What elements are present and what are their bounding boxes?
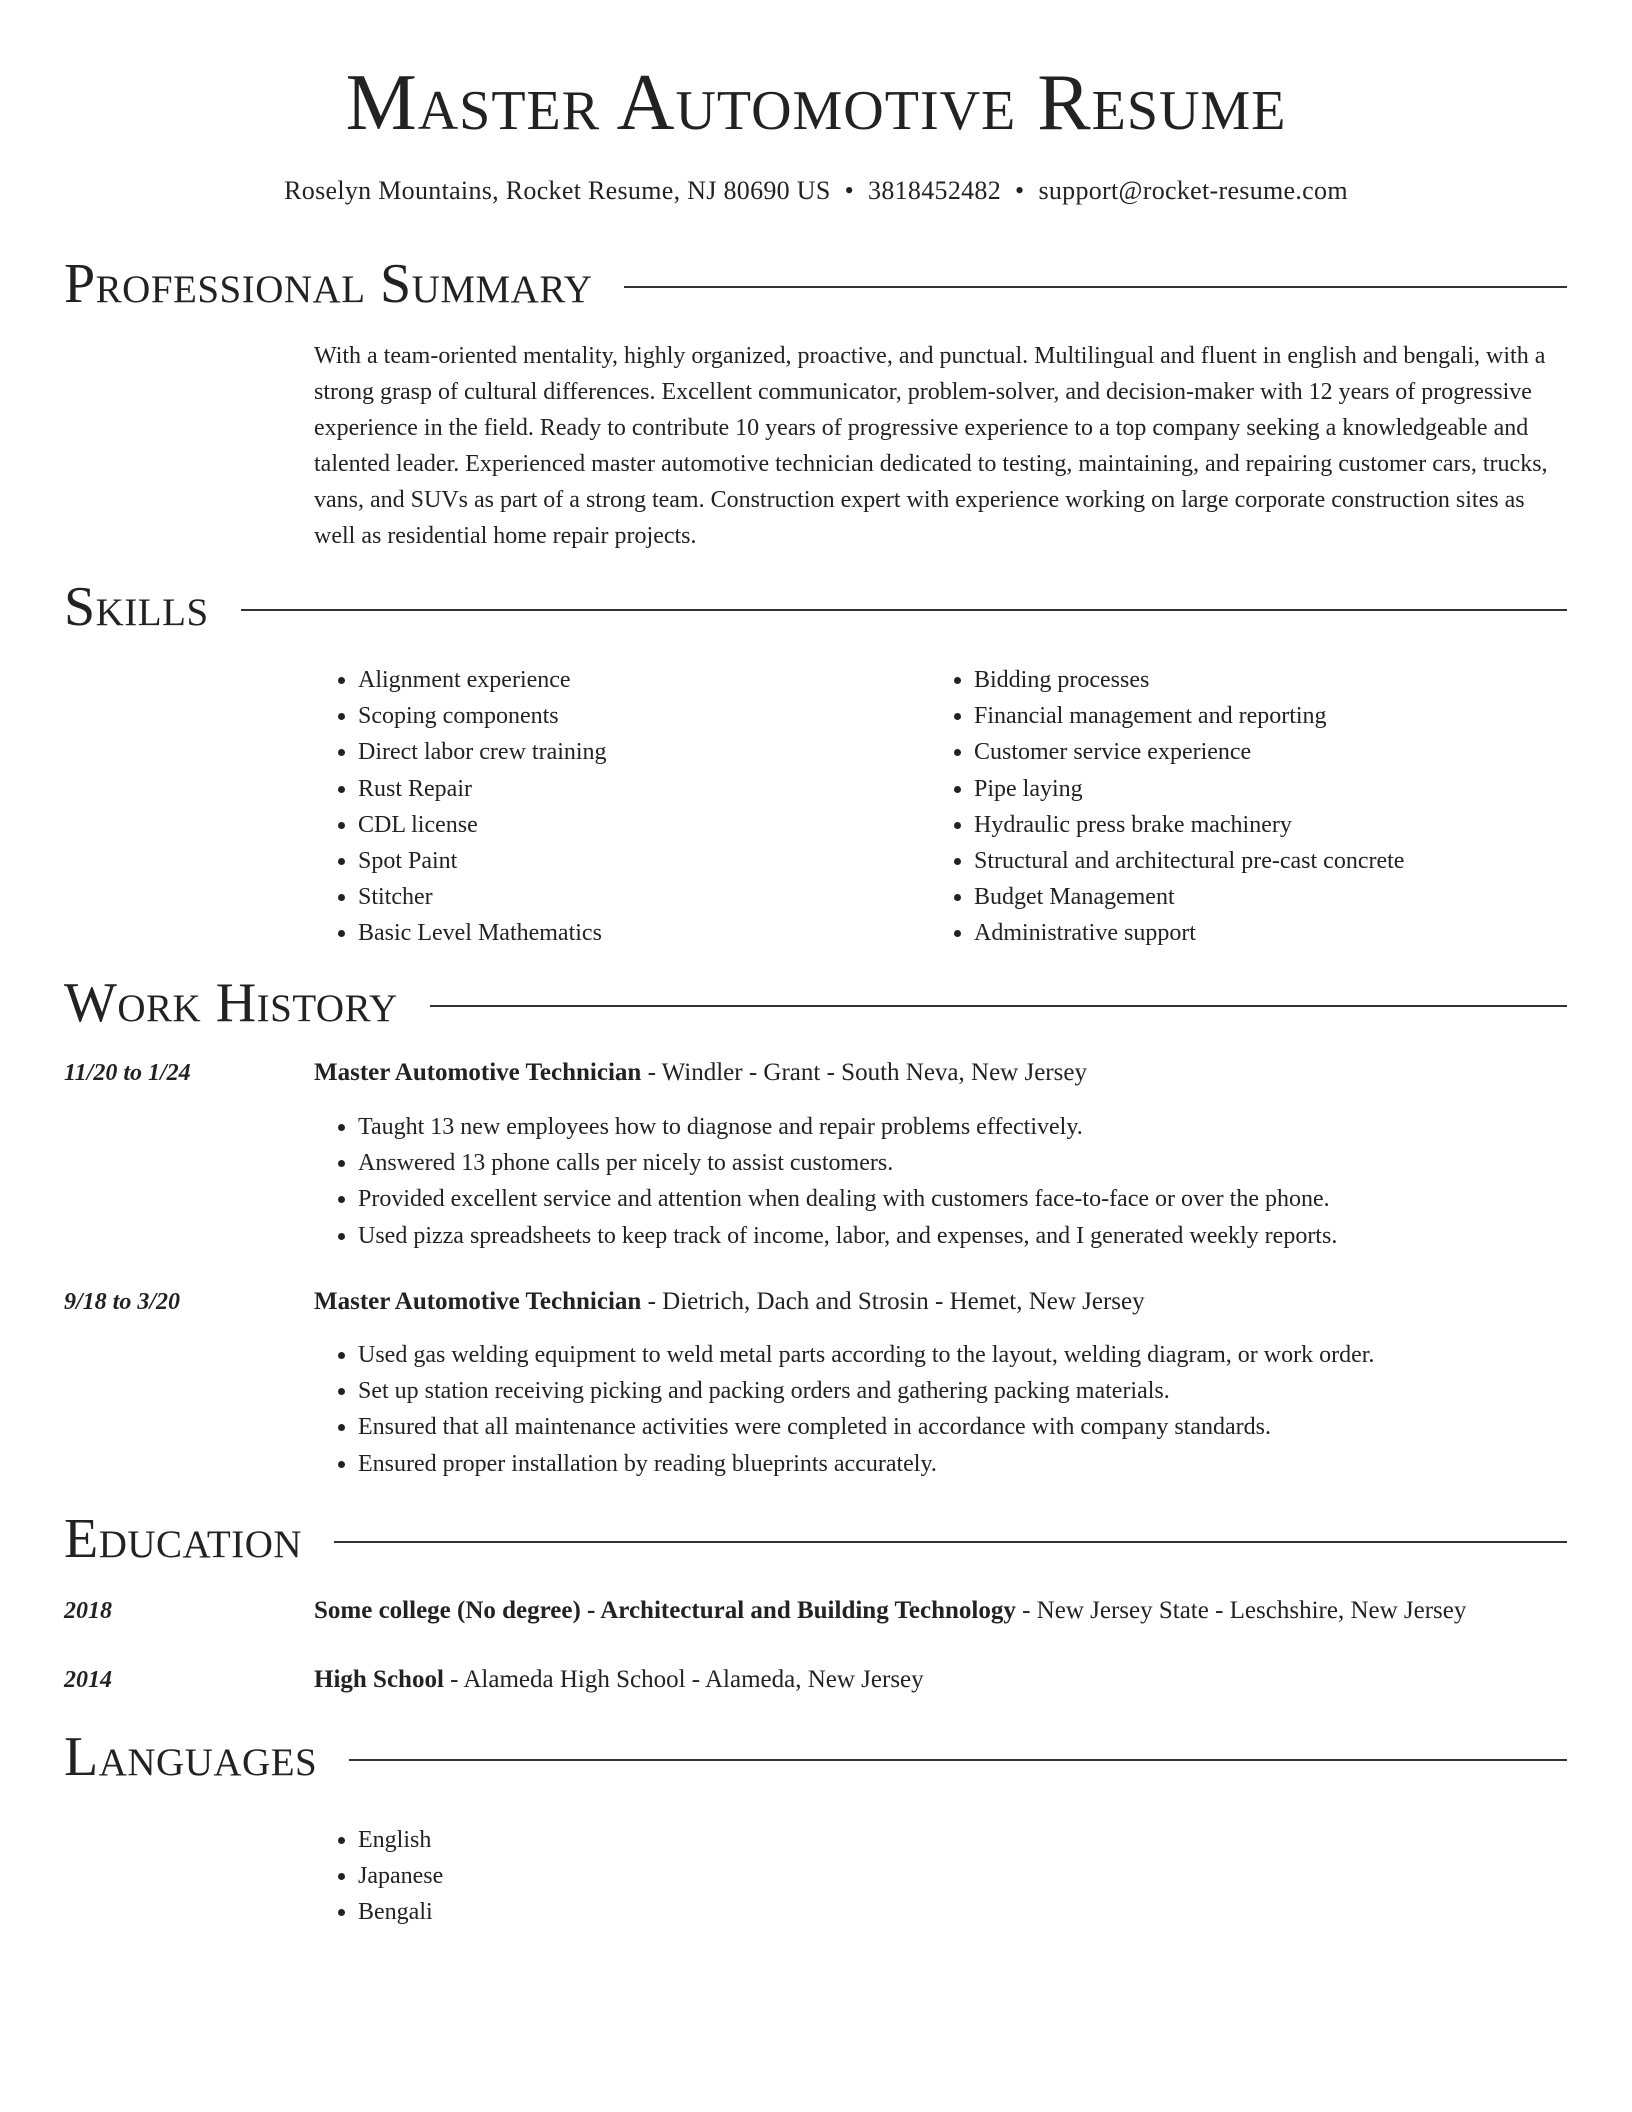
- work-bullet: • Set up station receiving picking and packing orders and gathering packing materials.: [358, 1373, 1374, 1409]
- work-bullet: • Taught 13 new employees how to diagnose and repair problems effectively.: [358, 1109, 1337, 1145]
- work-bullet: • Used pizza spreadsheets to keep track of income, labor, and expenses, and I generated weekly reports.: [358, 1218, 1337, 1254]
- skills-column-right: [930, 662, 1404, 952]
- skill-item: • Administrative support: [974, 915, 1404, 951]
- contact-phone: 3818452482: [868, 176, 1002, 205]
- contact-separator: •: [844, 176, 855, 205]
- skill-item: • Rust Repair: [358, 771, 930, 807]
- language-item: • Japanese: [358, 1858, 443, 1894]
- skill-item: • Alignment experience: [358, 662, 930, 698]
- section-divider: [624, 286, 1567, 288]
- education-degree: Some college (No degree) - Architectural and Building Technology: [314, 1597, 1016, 1624]
- summary-section-title: Professional Summary: [64, 253, 593, 315]
- job-employer: - Dietrich, Dach and Strosin - Hemet, New Jersey: [641, 1288, 1145, 1315]
- work-role: [314, 1284, 1145, 1320]
- contact-separator: •: [1015, 176, 1025, 205]
- skill-item: • Structural and architectural pre-cast concrete: [974, 843, 1404, 879]
- job-title: Master Automotive Technician: [314, 1288, 642, 1315]
- skills-section-title: Skills: [64, 576, 209, 638]
- skill-item: • Hydraulic press brake machinery: [974, 807, 1404, 843]
- job-employer: - Windler - Grant - South Neva, New Jersey: [641, 1059, 1087, 1086]
- work-role: [314, 1055, 1087, 1091]
- skills-column-left: [314, 662, 930, 952]
- education-details: [314, 1593, 1466, 1629]
- contact-address: Roselyn Mountains, Rocket Resume, NJ 80690 US: [284, 176, 831, 205]
- section-divider: [241, 609, 1567, 611]
- section-divider: [430, 1005, 1567, 1007]
- work-bullet: • Ensured proper installation by reading blueprints accurately.: [358, 1446, 1374, 1482]
- language-item: • Bengali: [358, 1894, 443, 1930]
- skill-item: • Spot Paint: [358, 843, 930, 879]
- work-bullet: • Used gas welding equipment to weld metal parts according to the layout, welding diagram, or work order.: [358, 1337, 1374, 1373]
- work-bullets: [314, 1337, 1374, 1482]
- job-title: Master Automotive Technician: [314, 1059, 642, 1086]
- summary-text: With a team-oriented mentality, highly organized, proactive, and punctual. Multilingual and fluent in english and bengali, with a strong grasp of cultural differences. Excellent communicator, problem-solver, and decision-maker with 12 years of progressive experience in the field. Ready to contribute 10 years of progressive experience to a top company seeking a knowledgeable and talented leader. Experienced master automotive technician dedicated to testing, maintaining, and repairing customer cars, trucks, vans, and SUVs as part of a strong team. Construction expert with experience working on large corporate construction sites as well as residential home repair projects.: [314, 343, 1548, 549]
- contact-line: [0, 174, 1632, 208]
- skill-item: • Stitcher: [358, 879, 930, 915]
- education-school: - Alameda High School - Alameda, New Jersey: [443, 1666, 924, 1693]
- skills-list: [314, 662, 1564, 952]
- resume-name: Master Automotive Resume: [345, 59, 1287, 147]
- education-degree: High School: [314, 1666, 444, 1693]
- skill-item: • Budget Management: [974, 879, 1404, 915]
- summary-section-header: [64, 252, 1567, 316]
- section-divider: [349, 1759, 1567, 1761]
- education-school: - New Jersey State - Leschshire, New Jersey: [1015, 1597, 1467, 1624]
- education-year: 2014: [64, 1667, 112, 1693]
- skills-section-header: [64, 575, 1567, 639]
- education-section-title: Education: [64, 1508, 303, 1570]
- skill-item: • Customer service experience: [974, 734, 1404, 770]
- work-section-header: [64, 971, 1567, 1035]
- skill-item: • CDL license: [358, 807, 930, 843]
- work-bullet: • Provided excellent service and attention when dealing with customers face-to-face or over the phone.: [358, 1181, 1337, 1217]
- skill-item: • Bidding processes: [974, 662, 1404, 698]
- languages-list: [314, 1822, 443, 1931]
- section-divider: [334, 1541, 1567, 1543]
- skill-item: • Direct labor crew training: [358, 734, 930, 770]
- contact-email: support@rocket-resume.com: [1038, 176, 1348, 205]
- work-section-title: Work History: [64, 972, 398, 1034]
- education-section-header: [64, 1507, 1567, 1571]
- education-year: 2018: [64, 1598, 112, 1624]
- skill-item: • Financial management and reporting: [974, 698, 1404, 734]
- work-bullets: [314, 1109, 1337, 1254]
- skill-item: • Scoping components: [358, 698, 930, 734]
- languages-section-title: Languages: [64, 1726, 318, 1788]
- work-bullet: • Ensured that all maintenance activities were completed in accordance with company standards.: [358, 1409, 1374, 1445]
- education-details: [314, 1662, 924, 1698]
- languages-section-header: [64, 1725, 1567, 1789]
- language-item: • English: [358, 1822, 443, 1858]
- work-date: 11/20 to 1/24: [64, 1060, 191, 1086]
- work-date: 9/18 to 3/20: [64, 1289, 181, 1315]
- skill-item: • Basic Level Mathematics: [358, 915, 930, 951]
- work-bullet: • Answered 13 phone calls per nicely to assist customers.: [358, 1145, 1337, 1181]
- skill-item: • Pipe laying: [974, 771, 1404, 807]
